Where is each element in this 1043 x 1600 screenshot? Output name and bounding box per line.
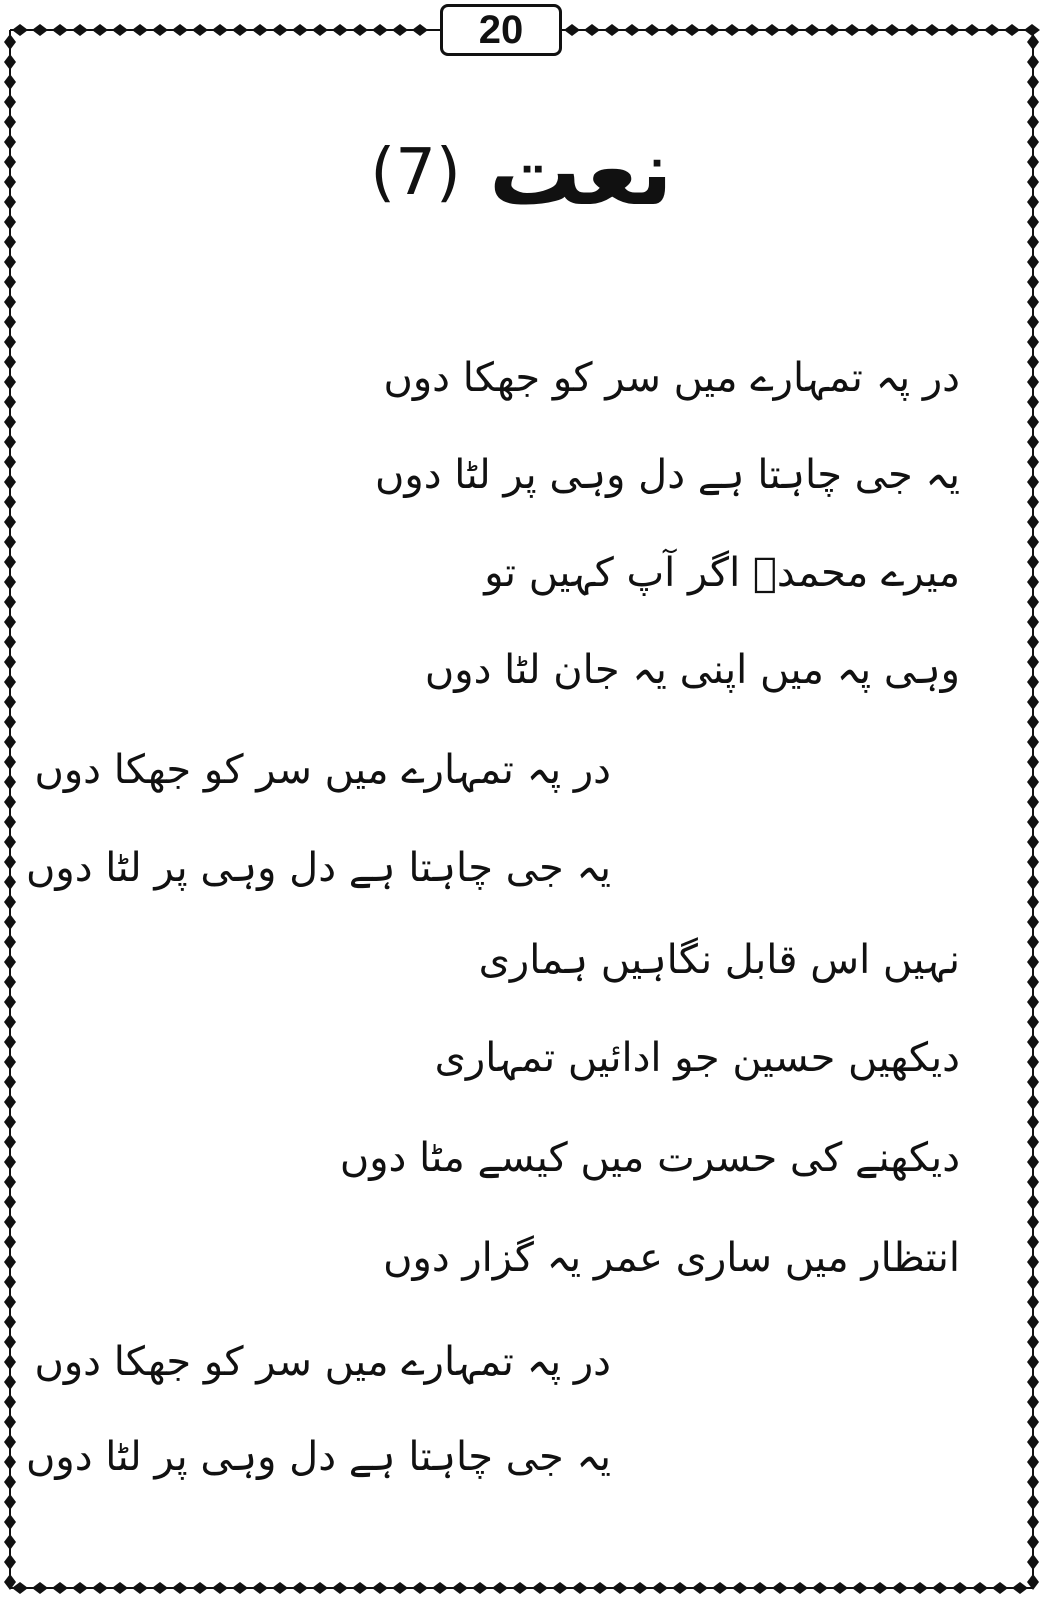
verse-line: انتظار میں ساری عمر یہ گزار دوں <box>383 1235 960 1281</box>
verse-line: دیکھیں حسین جو ادائیں تمہاری <box>434 1035 960 1081</box>
verse-line: یہ جی چاہتا ہے دل وہی پر لٹا دوں <box>26 845 611 891</box>
verse-line: میرے محمدؐ اگر آپ کہیں تو <box>484 550 960 596</box>
page-number: 20 <box>440 4 562 56</box>
verse-line: یہ جی چاہتا ہے دل وہی پر لٹا دوں <box>375 452 960 498</box>
verse-line: دیکھنے کی حسرت میں کیسے مٹا دوں <box>339 1135 960 1181</box>
title-word: نعت <box>488 119 673 226</box>
verse-line: در پہ تمہارے میں سر کو جھکا دوں <box>34 1339 611 1385</box>
verse-line: در پہ تمہارے میں سر کو جھکا دوں <box>34 747 611 793</box>
verse-line: در پہ تمہارے میں سر کو جھکا دوں <box>383 355 960 401</box>
verse-line: یہ جی چاہتا ہے دل وہی پر لٹا دوں <box>26 1434 611 1480</box>
verse-line: وہی پہ میں اپنی یہ جان لٹا دوں <box>424 647 960 693</box>
verse-line: نہیں اس قابل نگاہیں ہماری <box>478 937 960 983</box>
page-title <box>0 118 1043 228</box>
title-number: (7) <box>370 136 461 210</box>
